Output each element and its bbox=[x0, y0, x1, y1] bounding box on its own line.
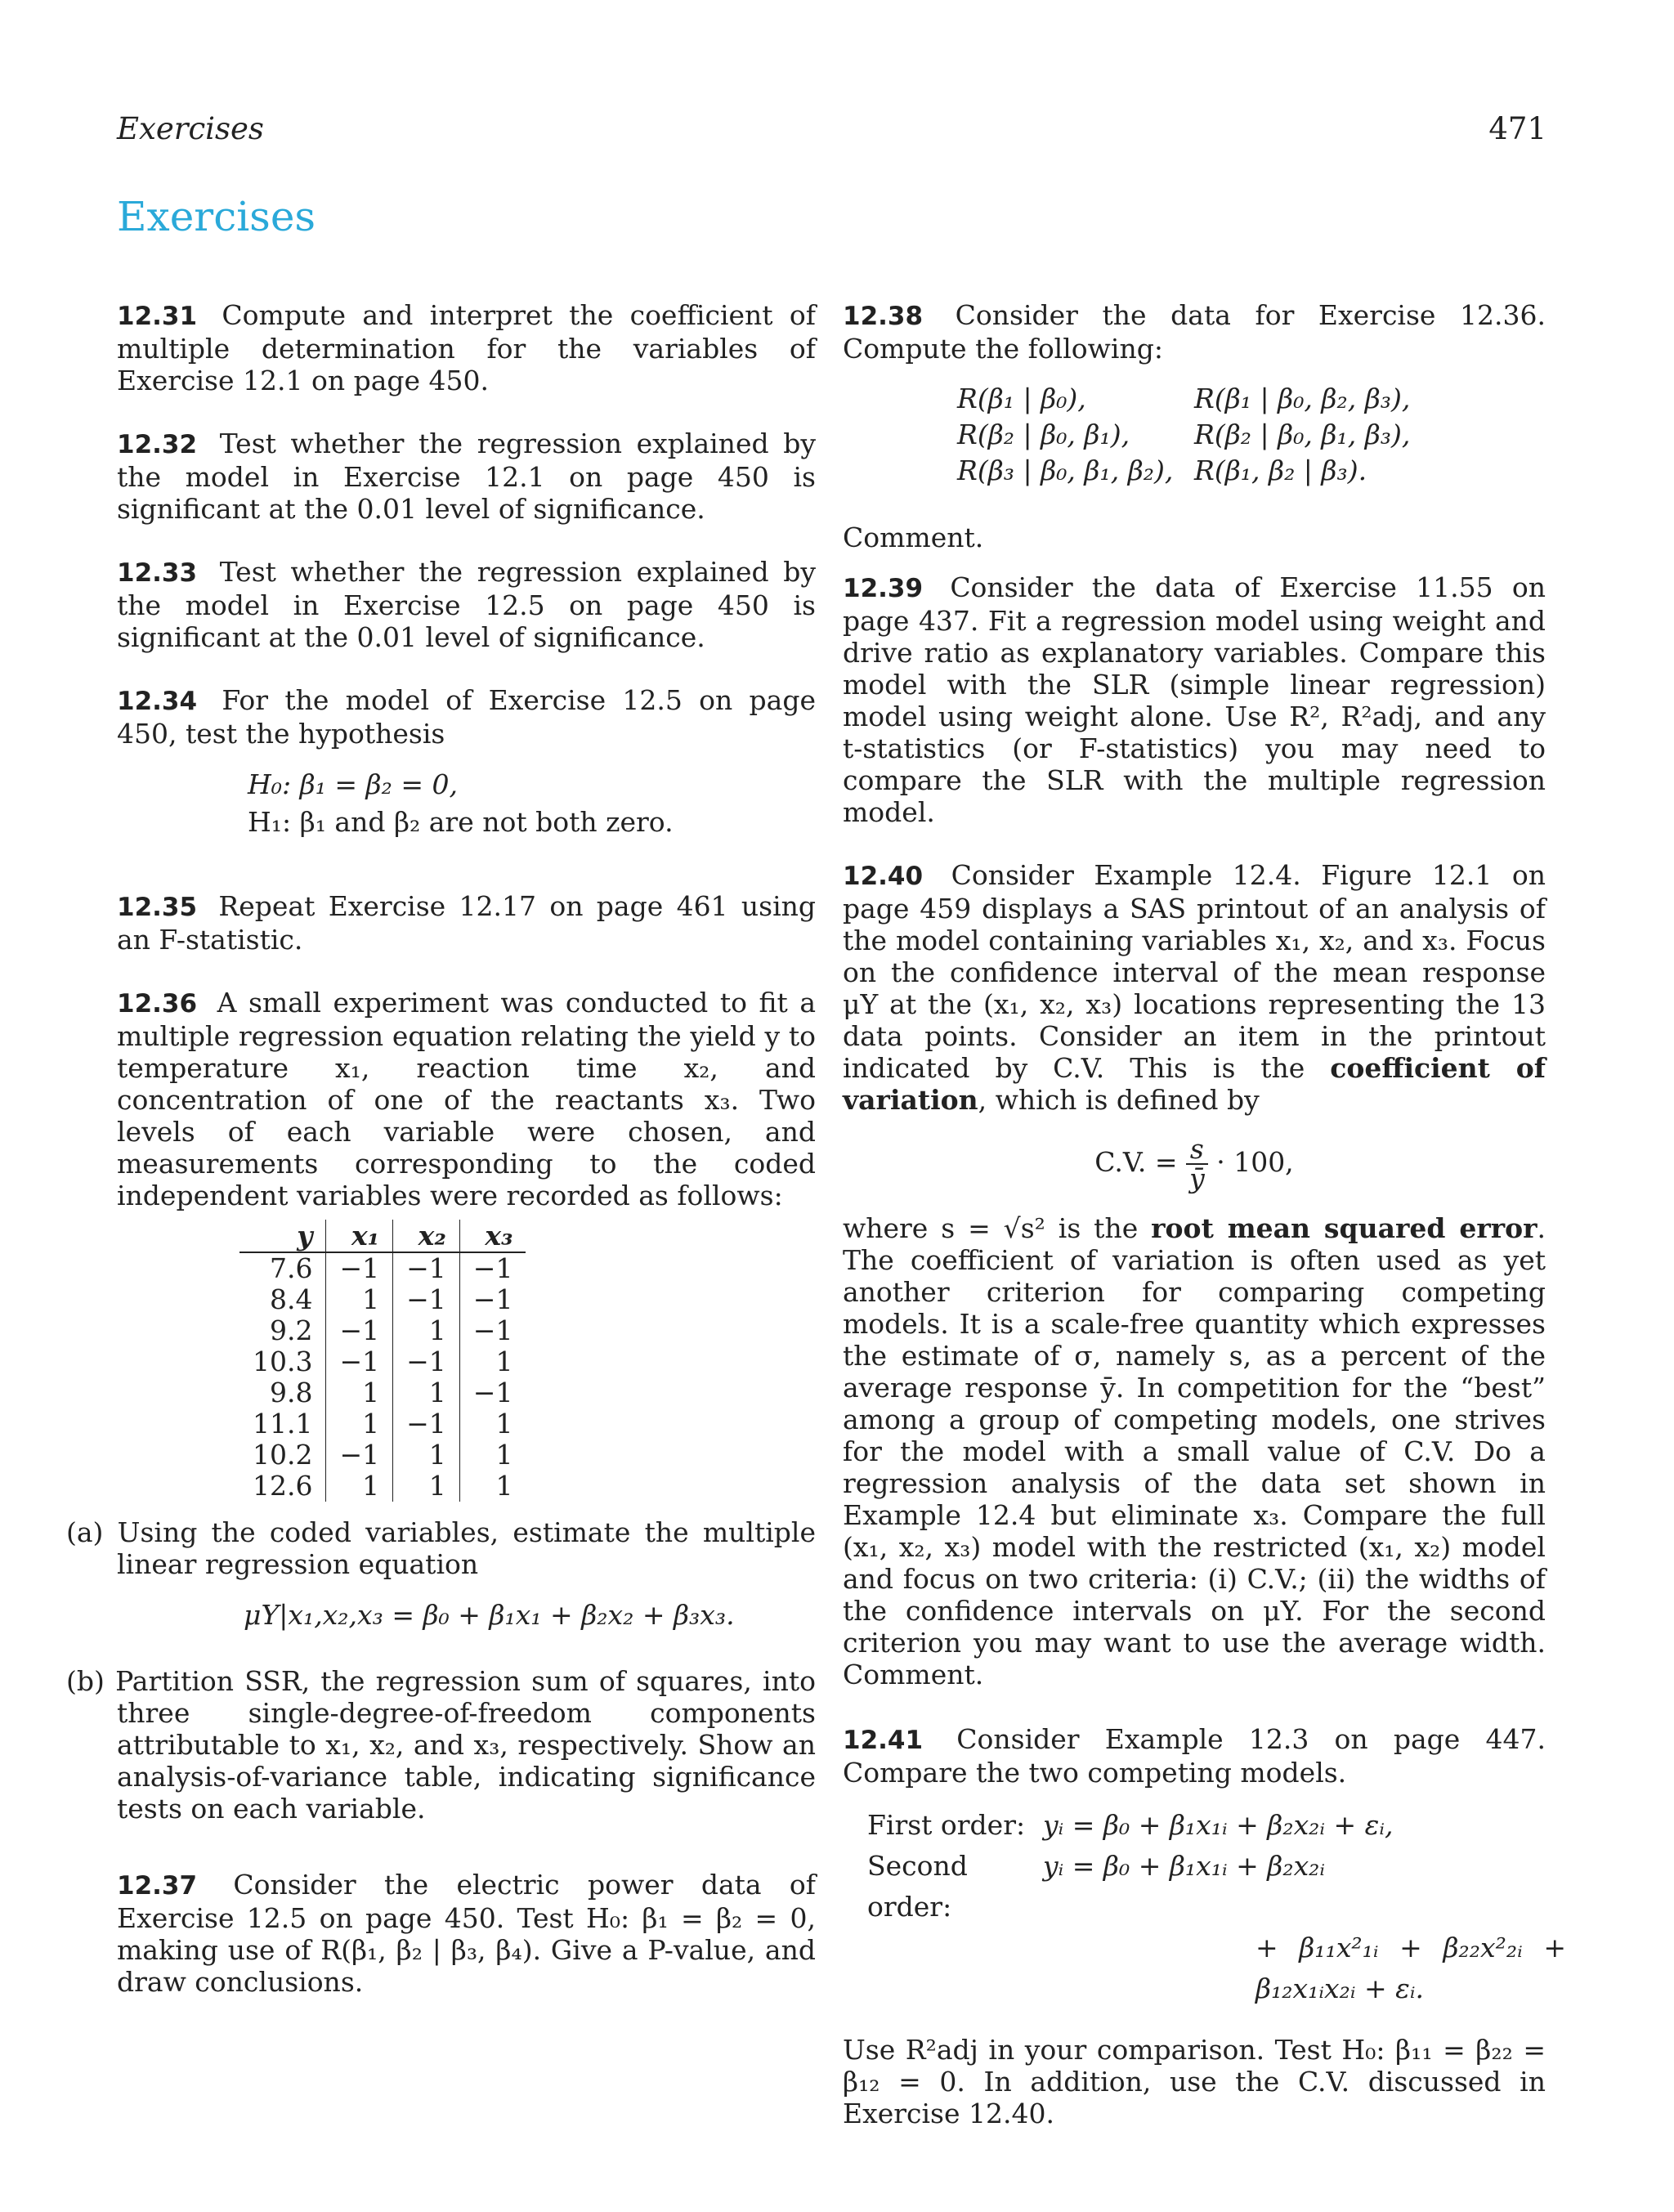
part-b: (b) Partition SSR, the regression sum of squares, into three single-degree-of-freedom components attributable to x₁, x₂, and x₃, respectively. Show an analysis-of-variance table, indicating significance tests on each variable. bbox=[66, 1665, 816, 1825]
table-cell: 1 bbox=[326, 1471, 393, 1502]
exercise-12-35 bbox=[117, 890, 816, 956]
cv-formula bbox=[843, 1135, 1546, 1193]
cv-rhs: · 100, bbox=[1216, 1146, 1294, 1178]
table-cell: 1 bbox=[459, 1440, 526, 1471]
exercise-text: . The coefficient of variation is often used as yet another criterion for comparing competing models. It is a scale-free quantity which expresses the estimate of σ, namely s, as a percent of the average response ȳ. In competition for the “best” among a group of competing models, one strives for the model with a small value of C.V. Do a regression analysis of the data set shown in Example 12.4 but eliminate x₃. Compare the full (x₁, x₂, x₃) model with the restricted (x₁, x₂) model and focus on two criteria: (i) C.V.; (ii) the widths of the confidence intervals on μY. For the second criterion you may want to use the average width. Comment. bbox=[843, 1212, 1546, 1690]
null-hypothesis: H₀: β₁ = β₂ = 0, bbox=[248, 768, 458, 800]
table-cell: −1 bbox=[393, 1408, 460, 1440]
spacer bbox=[867, 1928, 1043, 2009]
cv-lhs: C.V. = bbox=[1094, 1146, 1178, 1178]
r-term: R(β₁ | β₀), bbox=[957, 383, 1086, 414]
exercise-text: Consider Example 12.4. Figure 12.1 on page 459 displays a SAS printout of an analysis of the model containing variables x₁, x₂, and x₃. Focus on the confidence interval of the mean response μY at the (x₁, x₂, x₃) locations representing the 13 data points. Consider an item in the printout indicated by C.V. This is the bbox=[843, 859, 1546, 1084]
table-cell: 1 bbox=[326, 1408, 393, 1440]
alternative-hypothesis: H₁: β₁ and β₂ are not both zero. bbox=[248, 806, 674, 838]
column-header: x₁ bbox=[326, 1220, 393, 1252]
table-cell: 7.6 bbox=[270, 1252, 313, 1284]
exercise-12-37 bbox=[117, 1869, 816, 1998]
table-row bbox=[239, 1315, 526, 1346]
exercise-text: Consider the electric power data of Exercise 12.5 on page 450. Test H₀: β₁ = β₂ = 0, making use of R(β₁, β₂ | β₃, β₄). Give a P-value, and draw conclusions. bbox=[117, 1869, 816, 1998]
competing-models bbox=[867, 1805, 1566, 2009]
running-header: Exercises bbox=[117, 111, 264, 146]
table-cell: 1 bbox=[459, 1408, 526, 1440]
exercise-12-40-intro bbox=[843, 859, 1546, 1116]
hypotheses bbox=[117, 766, 816, 841]
exercise-12-40-body bbox=[843, 1212, 1546, 1690]
exercise-text: Consider Example 12.3 on page 447. Compare the two competing models. bbox=[843, 1723, 1546, 1789]
exercise-12-40 bbox=[843, 859, 1546, 1690]
page-number: 471 bbox=[1488, 111, 1546, 146]
exercise-number: 12.34 bbox=[117, 687, 198, 716]
exercise-text: Consider the data for Exercise 12.36. Compute the following: bbox=[843, 299, 1546, 365]
table-cell: −1 bbox=[393, 1284, 460, 1315]
table-header-row bbox=[239, 1220, 526, 1252]
r-functions bbox=[843, 381, 1546, 489]
r-term: R(β₁ | β₀, β₂, β₃), bbox=[1194, 383, 1411, 414]
r-term: R(β₂ | β₀, β₁, β₃), bbox=[1194, 419, 1411, 450]
table-cell: −1 bbox=[459, 1284, 526, 1315]
exercise-text: Repeat Exercise 12.17 on page 461 using an F-statistic. bbox=[117, 890, 817, 956]
first-order-label: First order: bbox=[867, 1809, 1026, 1841]
exercise-text: Compute and interpret the coefficient of multiple determination for the variables of Exercise 12.1 on page 450. bbox=[117, 299, 816, 396]
exercise-number: 12.40 bbox=[843, 862, 924, 891]
exercise-text: For the model of Exercise 12.5 on page 450, test the hypothesis bbox=[117, 684, 816, 750]
exercise-12-32 bbox=[117, 428, 816, 525]
exercise-number: 12.31 bbox=[117, 302, 198, 331]
table-cell: 1 bbox=[393, 1377, 460, 1408]
left-column bbox=[66, 299, 817, 2029]
table-cell: −1 bbox=[326, 1346, 393, 1377]
term-root-mean-squared-error: root mean squared error bbox=[1151, 1212, 1537, 1244]
exercise-text: Consider the data of Exercise 11.55 on page 437. Fit a regression model using weight and drive ratio as explanatory variables. Compare this model with the SLR (simple linear regression) model using weight alone. Use R², R²adj, and any t-statistics (or F-statistics) you may need to compare the SLR with the multiple regression model. bbox=[843, 571, 1546, 828]
second-order-equation: yᵢ = β₀ + β₁x₁ᵢ + β₂x₂ᵢ bbox=[1043, 1850, 1326, 1882]
right-column bbox=[843, 299, 1566, 2161]
exercise-text: A small experiment was conducted to fit a multiple regression equation relating the yield y to temperature x₁, reaction time x₂, and concentration of one of the reactants x₃. Two levels of each variable were chosen, and measurements corresponding to the coded independent variables were recorded as follows: bbox=[117, 987, 816, 1211]
cv-numerator: s bbox=[1186, 1135, 1208, 1165]
table-cell: 9.8 bbox=[270, 1377, 313, 1408]
table-cell: −1 bbox=[459, 1252, 526, 1284]
table-row bbox=[239, 1408, 526, 1440]
table-cell: 1 bbox=[326, 1284, 393, 1315]
exercise-number: 12.36 bbox=[117, 989, 198, 1019]
exercise-number: 12.32 bbox=[117, 430, 198, 459]
exercise-text: Use R²adj in your comparison. Test H₀: β₁₁ = β₂₂ = β₁₂ = 0. In addition, use the C.V. discussed in Exercise 12.40. bbox=[843, 2034, 1546, 2129]
table-cell: 1 bbox=[393, 1440, 460, 1471]
r-term: R(β₃ | β₀, β₁, β₂), bbox=[957, 454, 1174, 486]
table-cell: −1 bbox=[459, 1315, 526, 1346]
second-order-equation-continued: + β₁₁x²₁ᵢ + β₂₂x²₂ᵢ + β₁₂x₁ᵢx₂ᵢ + εᵢ. bbox=[1256, 1932, 1566, 2004]
table-row bbox=[239, 1252, 526, 1284]
table-cell: −1 bbox=[326, 1440, 393, 1471]
equation-a: μY|x₁,x₂,x₃ = β₀ + β₁x₁ + β₂x₂ + β₃x₃. bbox=[244, 1599, 735, 1631]
table-cell: 9.2 bbox=[270, 1314, 313, 1346]
column-header: y bbox=[239, 1220, 326, 1252]
exercise-number: 12.41 bbox=[843, 1726, 924, 1755]
table-row bbox=[239, 1346, 526, 1377]
term-coefficient-of-variation: coefficient of variation bbox=[843, 1052, 1546, 1116]
table-cell: 10.2 bbox=[253, 1439, 313, 1471]
r-term: R(β₁, β₂ | β₃). bbox=[1194, 454, 1367, 486]
table-body bbox=[239, 1252, 526, 1502]
part-a: (a) Using the coded variables, estimate the multiple linear regression equation bbox=[66, 1516, 816, 1580]
exercise-12-31 bbox=[117, 299, 816, 396]
exercise-12-33 bbox=[117, 556, 816, 653]
table-row bbox=[239, 1377, 526, 1408]
table-row bbox=[239, 1471, 526, 1502]
table-cell: 1 bbox=[393, 1471, 460, 1502]
table-cell: −1 bbox=[459, 1377, 526, 1408]
table-row bbox=[239, 1284, 526, 1315]
table-cell: −1 bbox=[326, 1315, 393, 1346]
exercise-text: where s = √s² is the bbox=[843, 1212, 1139, 1244]
exercise-number: 12.39 bbox=[843, 574, 924, 603]
table-cell: 10.3 bbox=[253, 1346, 313, 1377]
exercise-12-41 bbox=[843, 1723, 1566, 2129]
data-table bbox=[239, 1220, 526, 1502]
exercise-12-38 bbox=[843, 299, 1546, 553]
exercise-12-36 bbox=[66, 987, 816, 1825]
regression-equation bbox=[117, 1596, 816, 1634]
table-row bbox=[239, 1440, 526, 1471]
exercise-12-39 bbox=[843, 571, 1546, 828]
table-cell: −1 bbox=[393, 1252, 460, 1284]
column-header: x₂ bbox=[393, 1220, 460, 1252]
table-cell: 11.1 bbox=[253, 1408, 313, 1440]
table-cell: 1 bbox=[326, 1377, 393, 1408]
table-cell: 1 bbox=[459, 1346, 526, 1377]
exercise-text: Test whether the regression explained by the model in Exercise 12.5 on page 450 is significant at the 0.01 level of significance. bbox=[117, 556, 817, 653]
cv-denominator: ȳ bbox=[1189, 1162, 1205, 1194]
exercise-number: 12.33 bbox=[117, 558, 198, 588]
table-cell: 1 bbox=[393, 1315, 460, 1346]
column-header: x₃ bbox=[459, 1220, 526, 1252]
exercise-text: Test whether the regression explained by the model in Exercise 12.1 on page 450 is significant at the 0.01 level of significance. bbox=[117, 428, 817, 525]
exercise-text: , which is defined by bbox=[978, 1084, 1260, 1116]
section-title: Exercises bbox=[117, 193, 316, 240]
exercise-number: 12.35 bbox=[117, 893, 198, 922]
exercise-number: 12.37 bbox=[117, 1871, 198, 1901]
comment: Comment. bbox=[843, 522, 984, 553]
table-cell: 8.4 bbox=[270, 1283, 313, 1315]
cv-fraction bbox=[1186, 1135, 1208, 1193]
first-order-equation: yᵢ = β₀ + β₁x₁ᵢ + β₂x₂ᵢ + εᵢ, bbox=[1043, 1809, 1394, 1841]
exercise-12-34 bbox=[117, 684, 816, 841]
table-cell: −1 bbox=[393, 1346, 460, 1377]
exercise-number: 12.38 bbox=[843, 302, 924, 331]
second-order-label: Second order: bbox=[867, 1850, 968, 1923]
r-term: R(β₂ | β₀, β₁), bbox=[957, 419, 1130, 450]
table-cell: 1 bbox=[459, 1471, 526, 1502]
table-cell: −1 bbox=[326, 1252, 393, 1284]
table-cell: 12.6 bbox=[253, 1470, 313, 1502]
